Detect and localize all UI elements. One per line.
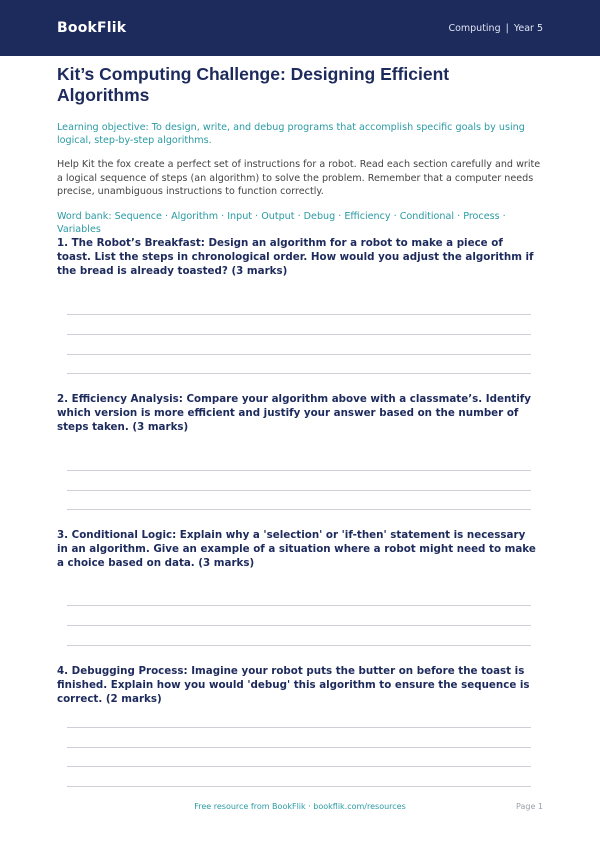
answer-line[interactable]	[67, 645, 531, 646]
instructions-text: Help Kit the fox create a perfect set of instructions for a robot. Read each section carefully and write a logical sequence of steps (an algorithm) to solve the problem. Remember that a computer needs precise, unambiguous instructions to function correctly.	[57, 159, 541, 197]
page-number: Page 1	[516, 802, 543, 811]
answer-line[interactable]	[67, 727, 531, 728]
answer-line[interactable]	[67, 314, 531, 315]
learning-objective: Learning objective: To design, write, and debug programs that accomplish specific goals by using logical, step-by-step algorithms.	[57, 122, 525, 146]
footer-source-link[interactable]: Free resource from BookFlik · bookflik.com/resources	[194, 802, 406, 811]
answer-line[interactable]	[67, 354, 531, 355]
brand-logo[interactable]: BookFlik	[57, 20, 127, 36]
page-header	[0, 0, 600, 56]
subject-year-label	[448, 23, 543, 34]
page-footer	[0, 802, 600, 816]
answer-line[interactable]	[67, 766, 531, 767]
subject-label: Computing	[448, 22, 501, 34]
answer-line[interactable]	[67, 747, 531, 748]
separator: |	[505, 22, 509, 34]
answer-line[interactable]	[67, 490, 531, 491]
question-1	[57, 236, 537, 278]
question-3	[57, 528, 537, 570]
page-title: Kit’s Computing Challenge: Designing Efficient Algorithms	[57, 64, 450, 105]
answer-line[interactable]	[67, 786, 531, 787]
worksheet-intro	[57, 64, 543, 236]
question-text: 2. Efficiency Analysis: Compare your algorithm above with a classmate’s. Identify which version is more efficient and justify your answer based on the number of steps taken. (3 marks)	[57, 393, 531, 433]
question-text: 4. Debugging Process: Imagine your robot puts the butter on before the toast is finished. Explain how you would 'debug' this algorithm to ensure the sequence is correct. (2 marks)	[57, 665, 530, 705]
answer-line[interactable]	[67, 470, 531, 471]
word-bank: Word bank: Sequence · Algorithm · Input · Output · Debug · Efficiency · Conditional · Process · Variables	[57, 210, 506, 235]
answer-line[interactable]	[67, 605, 531, 606]
answer-line[interactable]	[67, 334, 531, 335]
answer-line[interactable]	[67, 509, 531, 510]
answer-line[interactable]	[67, 373, 531, 374]
answer-line[interactable]	[67, 625, 531, 626]
question-2	[57, 392, 537, 434]
year-label: Year 5	[513, 22, 543, 34]
question-4	[57, 664, 537, 706]
question-text: 3. Conditional Logic: Explain why a 'selection' or 'if-then' statement is necessary in an algorithm. Give an example of a situation where a robot might need to make a choice based on data. (3 marks)	[57, 529, 536, 569]
question-text: 1. The Robot’s Breakfast: Design an algorithm for a robot to make a piece of toast. List the steps in chronological order. How would you adjust the algorithm if the bread is already toasted? (3 marks)	[57, 237, 534, 277]
